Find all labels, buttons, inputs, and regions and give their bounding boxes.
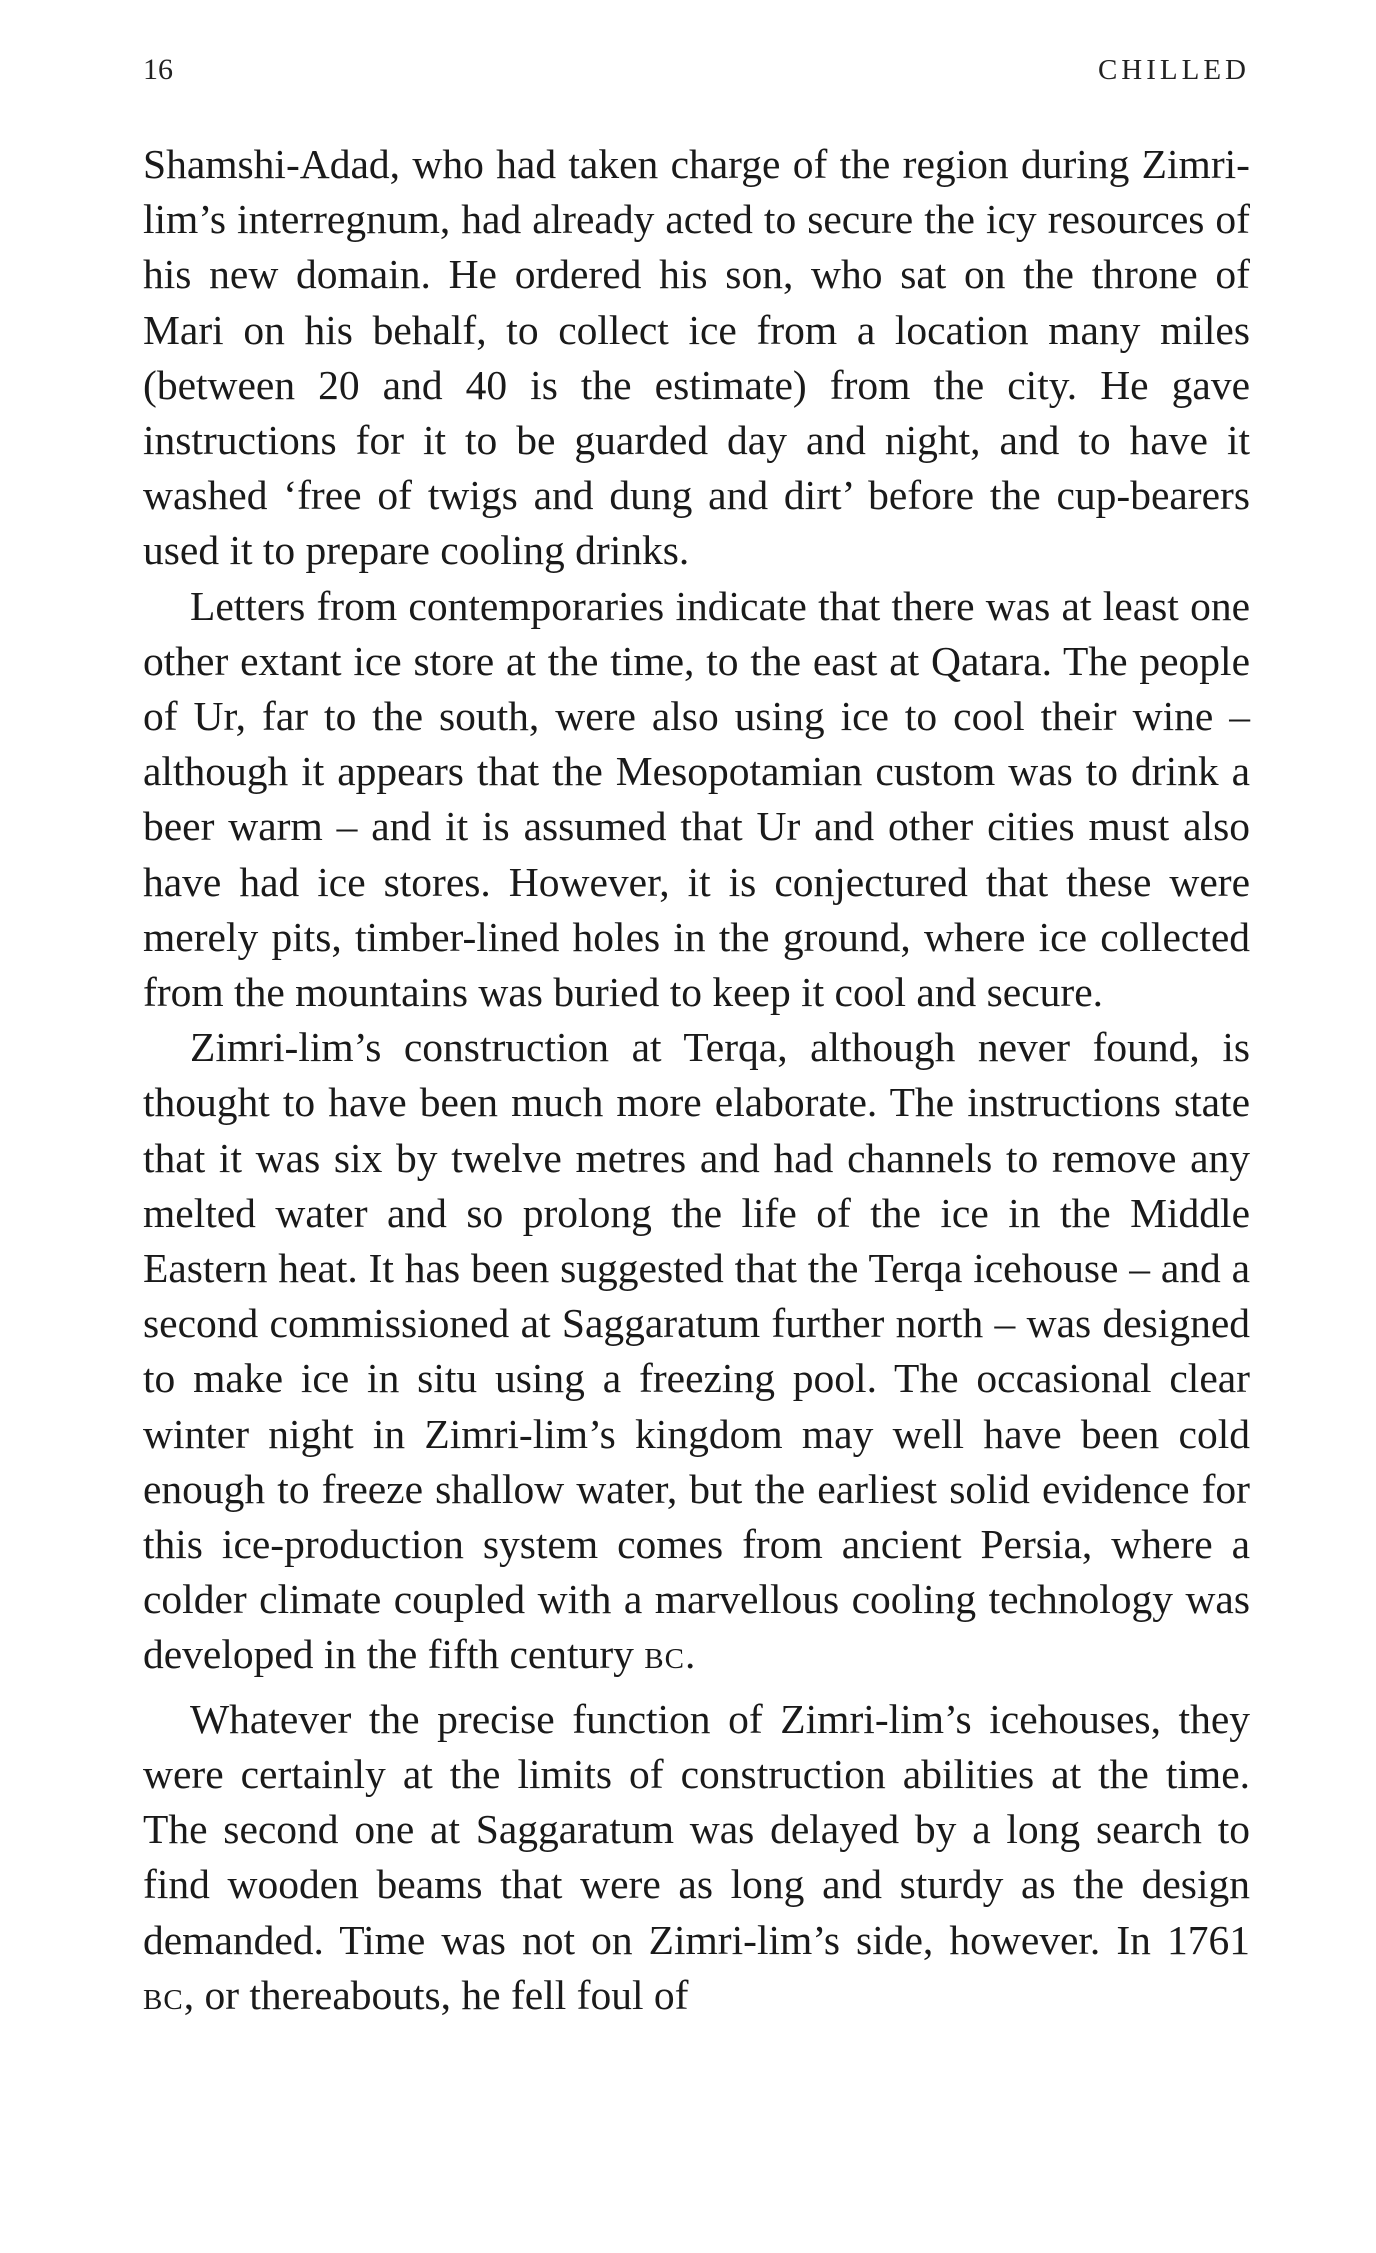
- paragraph-4: [143, 1692, 1250, 2028]
- paragraph-text: Zimri-lim’s construction at Terqa, although never found, is thought to have been much more elaborate. The instructions state that it was six by twelve metres and had channels to remove any melted water and so prolong the life of the ice in the Middle Eastern heat. It has been suggested that the Terqa icehouse – and a second commissioned at Saggaratum further north – was designed to make ice in situ using a freezing pool. The occasional clear winter night in Zimri-lim’s kingdom may well have been cold enough to freeze shallow water, but the earliest solid evidence for this ice-production system comes from ancient Persia, where a colder climate coupled with a marvellous cooling technology was developed in the fifth century: [143, 1024, 1250, 1678]
- paragraph-text: Whatever the precise function of Zimri-lim’s icehouses, they were certainly at the limits of construction abilities at the time. The second one at Saggaratum was delayed by a long search to find wooden beams that were as long and sturdy as the design demanded. Time was not on Zimri-lim’s side, however. In 1761: [143, 1695, 1250, 1963]
- paragraph-text: Shamshi-Adad, who had taken charge of the region during Zimri-lim’s interregnum, had already acted to secure the icy resources of his new domain. He ordered his son, who sat on the throne of Mari on his behalf, to collect ice from a location many miles (between 20 and 40 is the estimate) from the city. He gave instructions for it to be guarded day and night, and to have it washed ‘free of twigs and dung and dirt’ before the cup-bearers used it to prepare cooling drinks.: [143, 141, 1250, 574]
- paragraph-text-end: .: [684, 1631, 696, 1678]
- paragraph-2: [143, 579, 1250, 1021]
- paragraph-1: [143, 137, 1250, 579]
- body-text: [143, 137, 1250, 2028]
- paragraph-3: [143, 1020, 1250, 1687]
- paragraph-text: Letters from contemporaries indicate that there was at least one other extant ice store at the time, to the east at Qatara. The people of Ur, far to the south, were also using ice to cool their wine – although it appears that the Mesopotamian custom was to drink a beer warm – and it is assumed that Ur and other cities must also have had ice stores. However, it is conjectured that these were merely pits, timber-lined holes in the ground, where ice collected from the mountains was buried to keep it cool and secure.: [143, 582, 1250, 1016]
- era-abbreviation: BC: [644, 1643, 685, 1676]
- era-abbreviation: BC: [143, 1983, 184, 2016]
- paragraph-text-end: , or thereabouts, he fell foul of: [183, 1971, 689, 2018]
- running-head: [143, 48, 1250, 92]
- page-number: 16: [143, 53, 173, 86]
- chapter-title: CHILLED: [1097, 54, 1250, 86]
